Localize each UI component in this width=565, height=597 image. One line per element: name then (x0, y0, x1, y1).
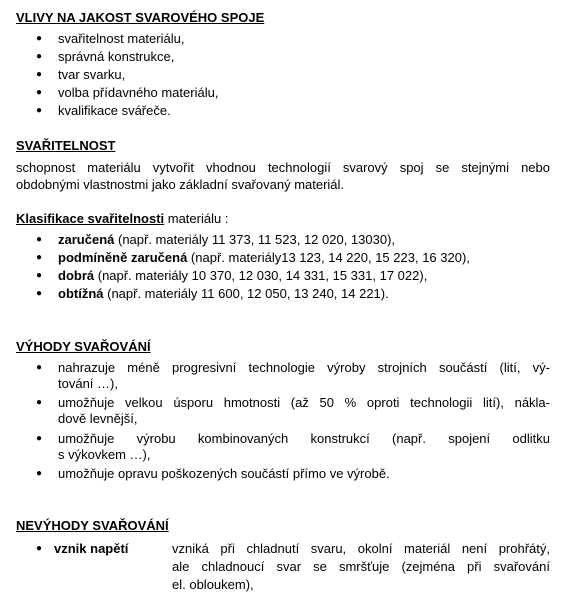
bullet-icon: ● (36, 543, 43, 554)
list-item: svařitelnost materiálu, (58, 31, 185, 46)
list-item: zaručená (např. materiály 11 373, 11 523, 12 020, 13030), (58, 232, 396, 247)
list-item-line: s výkovkem …), (58, 447, 151, 462)
list-item-line: umožňuje velkou úsporu hmotnosti (až 50 % oproti technologii lití), nákla- (58, 395, 550, 410)
list-item: dobrá (např. materiály 10 370, 12 030, 14 331, 15 331, 17 022), (58, 268, 428, 283)
bullet-icon: ● (36, 362, 43, 373)
list-item: podmíněně zaručená (např. materiály13 123, 14 220, 15 223, 16 320), (58, 250, 470, 265)
list-item-line: tování …), (58, 376, 118, 391)
bullet-icon: ● (36, 33, 43, 44)
klasifikace-heading (16, 211, 228, 227)
bullet-icon: ● (36, 433, 43, 444)
list-item-line: nahrazuje méně progresivní technologie výroby strojních součástí (lití, vý- (58, 360, 550, 375)
nevyhody-term: vznik napětí (54, 541, 129, 556)
klasifikace-suffix: materiálu : (164, 211, 229, 226)
bullet-icon: ● (36, 51, 43, 62)
heading-nevyhody: NEVÝHODY SVAŘOVÁNÍ (16, 518, 169, 533)
bullet-icon: ● (36, 69, 43, 80)
list-item-line: dově levnější, (58, 411, 138, 426)
bullet-icon: ● (36, 234, 43, 245)
bullet-icon: ● (36, 288, 43, 299)
list-item: umožňuje opravu poškozených součástí přímo ve výrobě. (58, 466, 390, 481)
heading-vlivy: VLIVY NA JAKOST SVAROVÉHO SPOJE (16, 10, 265, 25)
klasifikace-term: Klasifikace svařitelnosti (16, 211, 165, 226)
list-item: kvalifikace svářeče. (58, 103, 171, 118)
nevyhody-desc-line: ale chladnoucí svar se smršťuje (zejména při svařování (172, 559, 550, 574)
bullet-icon: ● (36, 252, 43, 263)
bullet-icon: ● (36, 270, 43, 281)
paragraph-line: obdobnými vlastnostmi jako základní svařovaný materiál. (16, 177, 345, 192)
nevyhody-desc-line: vzniká při chladnutí svaru, okolní materiál není prohřátý, (172, 541, 550, 556)
list-item-line: umožňuje výrobu kombinovaných konstrukcí (např. spojení odlitku (58, 431, 550, 446)
list-item: obtížná (např. materiály 11 600, 12 050, 13 240, 14 221). (58, 286, 389, 301)
nevyhody-desc-line: el. obloukem), (172, 577, 254, 592)
heading-svaritelnost: SVAŘITELNOST (16, 138, 116, 153)
bullet-icon: ● (36, 397, 43, 408)
list-item: tvar svarku, (58, 67, 126, 82)
heading-vyhody: VÝHODY SVAŘOVÁNÍ (16, 339, 151, 354)
bullet-icon: ● (36, 468, 43, 479)
list-item: volba přídavného materiálu, (58, 85, 219, 100)
list-item: správná konstrukce, (58, 49, 175, 64)
paragraph-line: schopnost materiálu vytvořit vhodnou technologií svarový spoj se stejnými nebo (16, 160, 550, 175)
bullet-icon: ● (36, 87, 43, 98)
bullet-icon: ● (36, 105, 43, 116)
